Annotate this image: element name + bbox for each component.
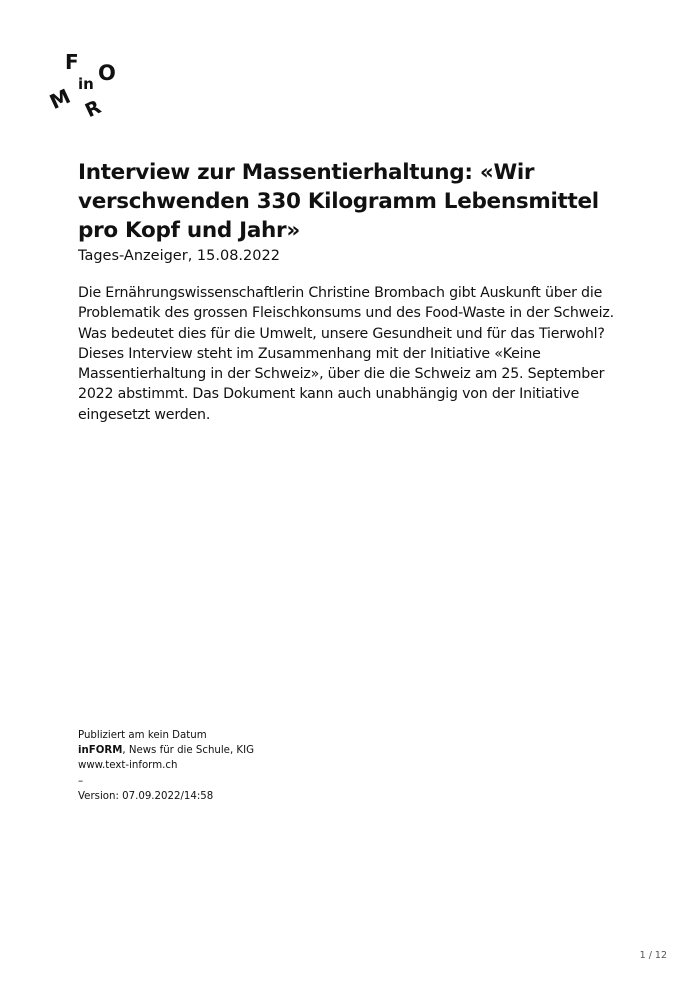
publisher-line <box>78 743 254 758</box>
version-info: Version: 07.09.2022/14:58 <box>78 790 214 802</box>
article-title: Interview zur Massentierhaltung: «Wir verschwenden 330 Kilogramm Lebensmittel pro Kopf und Jahr» <box>78 160 599 243</box>
article-lead: Die Ernährungswissenschaftlerin Christine Brombach gibt Auskunft über die Problematik des grossen Fleischkonsums und des Food-Waste in der Schweiz. Was bedeutet dies für die Umwelt, unsere Gesundheit und für das Tierwohl? Dieses Interview steht im Zusammenhang mit der Initiative «Keine Massentierhaltung in der Schweiz», über die die Schweiz am 25. September 2022 abstimmt. Das Dokument kann auch unabhängig von der Initiative eingesetzt werden. <box>78 285 614 423</box>
publisher-description: , News für die Schule, KIG <box>122 745 255 757</box>
document-meta <box>78 728 254 804</box>
published-date: Publiziert am kein Datum <box>78 730 207 741</box>
logo-letter-r: R <box>81 95 105 123</box>
logo-letter-m: M <box>45 83 75 115</box>
article-source: Tages-Anzeiger, 15.08.2022 <box>78 248 280 264</box>
website-link[interactable]: www.text-inform.ch <box>78 760 178 772</box>
logo-letter-in: in <box>78 75 94 93</box>
publisher-brand: inFORM <box>78 745 123 757</box>
meta-separator: – <box>78 775 84 787</box>
logo-letter-f: F <box>65 50 79 74</box>
logo-letter-o: O <box>98 61 116 85</box>
page-number: 1 / 12 <box>639 950 667 961</box>
inform-logo <box>45 50 128 124</box>
